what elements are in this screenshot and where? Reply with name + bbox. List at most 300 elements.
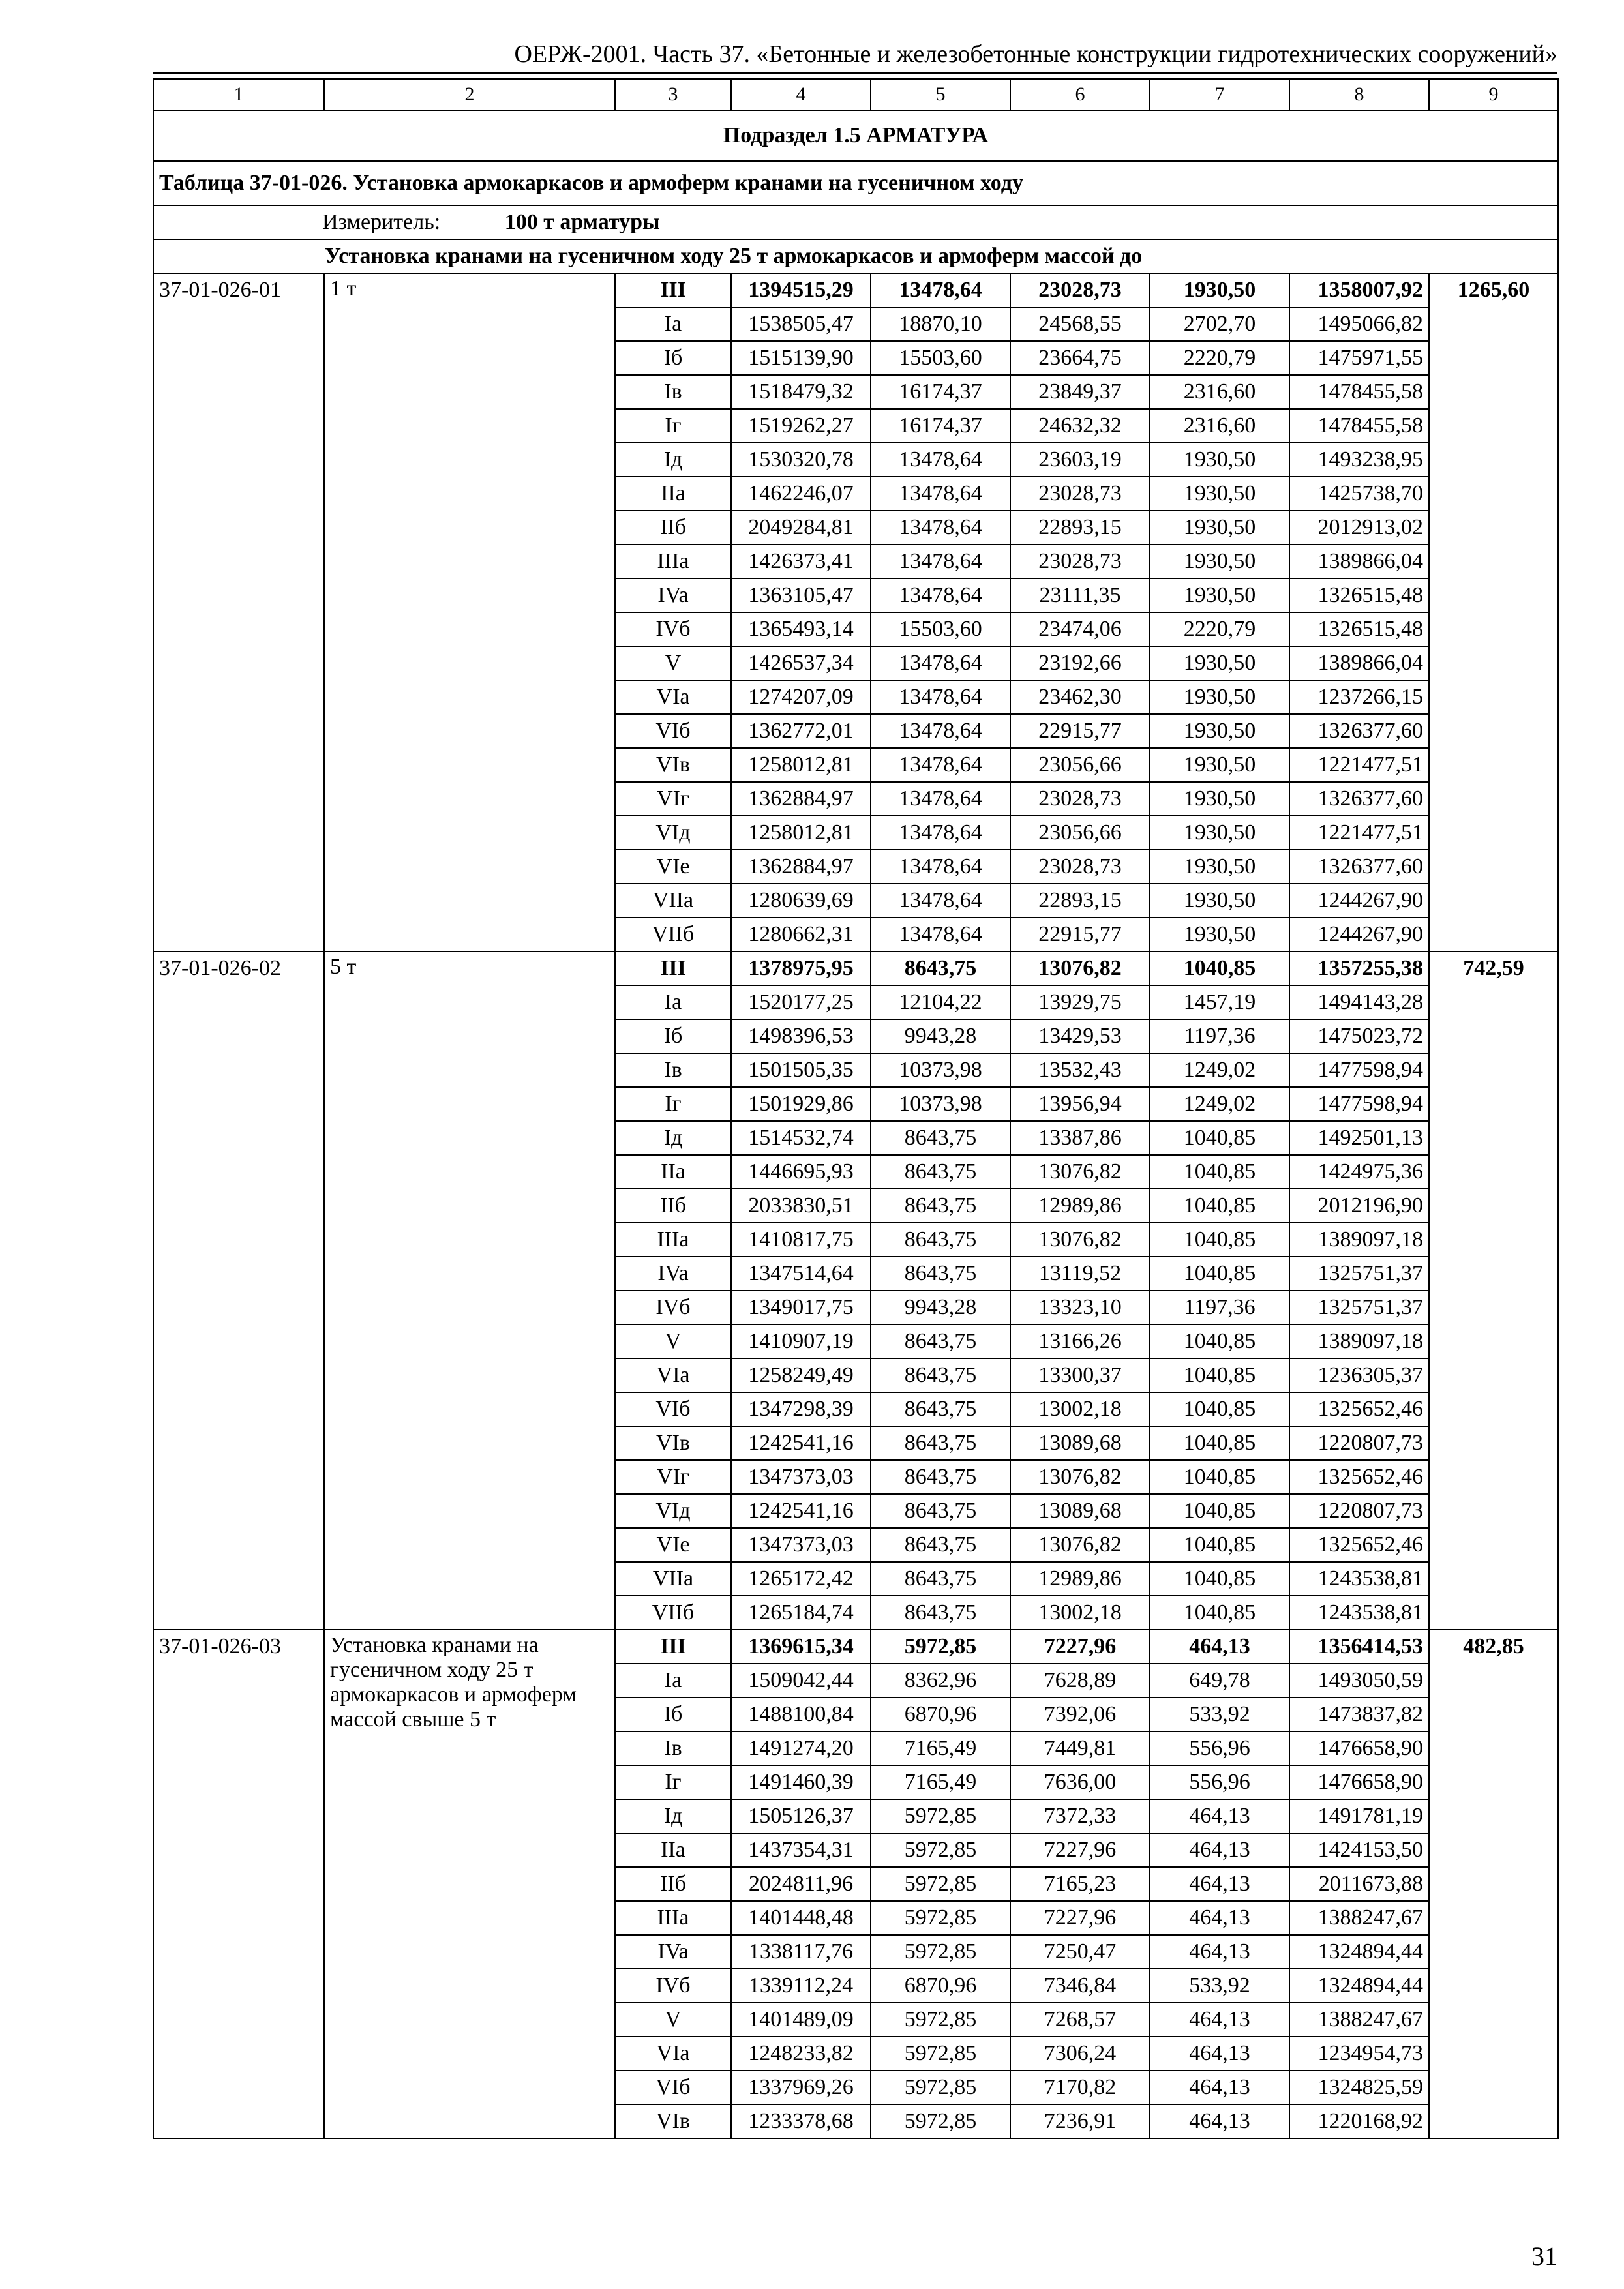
value-cell: 8643,75 <box>871 1562 1010 1596</box>
value-cell: 1477598,94 <box>1289 1087 1429 1121</box>
value-cell: 22893,15 <box>1010 884 1150 918</box>
value-cell: 1930,50 <box>1150 850 1289 884</box>
value-cell: 1324894,44 <box>1289 1969 1429 2003</box>
value-cell: 1242541,16 <box>731 1494 871 1528</box>
value-cell: 1326377,60 <box>1289 850 1429 884</box>
zone-cell: IIб <box>615 1867 731 1901</box>
value-cell: 1388247,67 <box>1289 2003 1429 2037</box>
value-cell: 22915,77 <box>1010 918 1150 951</box>
value-cell: 8643,75 <box>871 1324 1010 1358</box>
value-cell: 1475971,55 <box>1289 341 1429 375</box>
zone-cell: VIe <box>615 1528 731 1562</box>
zone-cell: IVб <box>615 1291 731 1324</box>
value-cell: 1473837,82 <box>1289 1698 1429 1731</box>
value-cell: 13089,68 <box>1010 1494 1150 1528</box>
value-cell: 2012196,90 <box>1289 1189 1429 1223</box>
value-cell: 7227,96 <box>1010 1630 1150 1664</box>
value-cell: 1040,85 <box>1150 1358 1289 1392</box>
value-cell: 8643,75 <box>871 1392 1010 1426</box>
zone-cell: V <box>615 646 731 680</box>
value-cell: 1339112,24 <box>731 1969 871 2003</box>
value-cell: 1325751,37 <box>1289 1257 1429 1291</box>
value-cell: 23474,06 <box>1010 612 1150 646</box>
value-cell: 1324825,59 <box>1289 2071 1429 2104</box>
value-cell: 1356414,53 <box>1289 1630 1429 1664</box>
value-cell: 1495066,82 <box>1289 307 1429 341</box>
value-cell: 464,13 <box>1150 1833 1289 1867</box>
unit-cell <box>153 205 1558 239</box>
value-cell: 464,13 <box>1150 1799 1289 1833</box>
value-cell: 5972,85 <box>871 1935 1010 1969</box>
subheading: Установка кранами на гусеничном ходу 25 т армокаркасов и армоферм массой до <box>153 239 1558 273</box>
value-cell: 13076,82 <box>1010 1223 1150 1257</box>
value-cell: 1369615,34 <box>731 1630 871 1664</box>
value-cell: 1930,50 <box>1150 884 1289 918</box>
zone-cell: VIд <box>615 816 731 850</box>
value-cell: 13478,64 <box>871 477 1010 511</box>
value-cell: 13478,64 <box>871 646 1010 680</box>
value-cell: 5972,85 <box>871 1799 1010 1833</box>
value-cell: 1243538,81 <box>1289 1562 1429 1596</box>
value-cell: 13387,86 <box>1010 1121 1150 1155</box>
value-cell: 1401448,48 <box>731 1901 871 1935</box>
value-cell: 7165,23 <box>1010 1867 1150 1901</box>
zone-cell: III <box>615 951 731 985</box>
value-cell: 8643,75 <box>871 1358 1010 1392</box>
value-cell: 1326515,48 <box>1289 578 1429 612</box>
value-cell: 12104,22 <box>871 985 1010 1019</box>
value-cell: 1326515,48 <box>1289 612 1429 646</box>
value-cell: 16174,37 <box>871 409 1010 443</box>
value-cell: 23849,37 <box>1010 375 1150 409</box>
value-cell: 1930,50 <box>1150 748 1289 782</box>
value-cell: 1040,85 <box>1150 1494 1289 1528</box>
value-cell: 1197,36 <box>1150 1291 1289 1324</box>
value-cell: 1280639,69 <box>731 884 871 918</box>
zone-cell: VIIa <box>615 884 731 918</box>
unit-row <box>153 205 1558 239</box>
zone-cell: VIe <box>615 850 731 884</box>
value-cell: 1347298,39 <box>731 1392 871 1426</box>
zone-cell: III <box>615 1630 731 1664</box>
rate-code: 37-01-026-02 <box>153 951 324 1630</box>
zone-cell: Ia <box>615 1664 731 1698</box>
value-cell: 1258249,49 <box>731 1358 871 1392</box>
value-cell: 1475023,72 <box>1289 1019 1429 1053</box>
value-cell: 13323,10 <box>1010 1291 1150 1324</box>
zone-cell: IIIa <box>615 1901 731 1935</box>
value-cell: 5972,85 <box>871 1901 1010 1935</box>
value-cell: 1514532,74 <box>731 1121 871 1155</box>
header-rule <box>153 72 1557 74</box>
value-cell: 1040,85 <box>1150 1223 1289 1257</box>
value-cell: 1930,50 <box>1150 714 1289 748</box>
value-cell: 1244267,90 <box>1289 918 1429 951</box>
zone-cell: Iб <box>615 341 731 375</box>
value-cell: 1425738,70 <box>1289 477 1429 511</box>
zone-cell: VIб <box>615 1392 731 1426</box>
unit-label: Измеритель: <box>322 210 441 234</box>
value-cell: 12989,86 <box>1010 1562 1150 1596</box>
value-cell: 13478,64 <box>871 511 1010 545</box>
value-cell: 1220168,92 <box>1289 2104 1429 2138</box>
value-cell: 1515139,90 <box>731 341 871 375</box>
column-number: 6 <box>1010 79 1150 110</box>
value-cell: 13076,82 <box>1010 1528 1150 1562</box>
rate-title: Установка кранами на гусеничном ходу 25 т армокаркасов и армоферм массой свыше 5 т <box>324 1630 615 2138</box>
value-cell: 1365493,14 <box>731 612 871 646</box>
value-cell: 1930,50 <box>1150 477 1289 511</box>
value-cell: 1930,50 <box>1150 511 1289 545</box>
zone-cell: IVб <box>615 1969 731 2003</box>
value-cell: 649,78 <box>1150 1664 1289 1698</box>
value-cell: 13076,82 <box>1010 1155 1150 1189</box>
value-cell: 13478,64 <box>871 578 1010 612</box>
table-row <box>153 1630 1558 1664</box>
zone-cell: VIв <box>615 748 731 782</box>
value-cell: 23028,73 <box>1010 273 1150 307</box>
value-cell: 23603,19 <box>1010 443 1150 477</box>
value-cell: 1519262,27 <box>731 409 871 443</box>
zone-cell: VIг <box>615 782 731 816</box>
subheading-row <box>153 239 1558 273</box>
value-cell: 1930,50 <box>1150 816 1289 850</box>
value-cell: 1389866,04 <box>1289 545 1429 578</box>
value-cell: 1462246,07 <box>731 477 871 511</box>
value-cell: 2316,60 <box>1150 375 1289 409</box>
value-cell: 464,13 <box>1150 1630 1289 1664</box>
value-cell: 1325751,37 <box>1289 1291 1429 1324</box>
value-cell: 13300,37 <box>1010 1358 1150 1392</box>
value-cell: 1040,85 <box>1150 1596 1289 1630</box>
value-cell: 15503,60 <box>871 341 1010 375</box>
value-cell: 1501929,86 <box>731 1087 871 1121</box>
zone-cell: VIв <box>615 2104 731 2138</box>
value-cell: 1347373,03 <box>731 1528 871 1562</box>
value-cell: 1197,36 <box>1150 1019 1289 1053</box>
value-cell: 13119,52 <box>1010 1257 1150 1291</box>
column-number: 7 <box>1150 79 1289 110</box>
value-cell: 1244267,90 <box>1289 884 1429 918</box>
value-cell: 464,13 <box>1150 1867 1289 1901</box>
value-cell: 7306,24 <box>1010 2037 1150 2071</box>
zone-cell: Iд <box>615 443 731 477</box>
value-cell: 1437354,31 <box>731 1833 871 1867</box>
value-cell: 1258012,81 <box>731 748 871 782</box>
value-cell: 1389097,18 <box>1289 1223 1429 1257</box>
value-cell: 1040,85 <box>1150 1460 1289 1494</box>
zone-cell: IVб <box>615 612 731 646</box>
table-row <box>153 273 1558 307</box>
value-cell: 1236305,37 <box>1289 1358 1429 1392</box>
value-cell: 1518479,32 <box>731 375 871 409</box>
value-cell: 6870,96 <box>871 1698 1010 1731</box>
value-cell: 1258012,81 <box>731 816 871 850</box>
value-cell: 13478,64 <box>871 273 1010 307</box>
value-cell: 6870,96 <box>871 1969 1010 2003</box>
value-cell: 464,13 <box>1150 2037 1289 2071</box>
value-cell: 7170,82 <box>1010 2071 1150 2104</box>
value-cell: 1324894,44 <box>1289 1935 1429 1969</box>
value-cell: 2220,79 <box>1150 341 1289 375</box>
value-cell: 464,13 <box>1150 1935 1289 1969</box>
unit-value: 100 т арматуры <box>504 210 660 234</box>
table-row <box>153 951 1558 985</box>
value-cell: 1389097,18 <box>1289 1324 1429 1358</box>
zone-cell: VIa <box>615 2037 731 2071</box>
value-cell: 1347514,64 <box>731 1257 871 1291</box>
value-cell: 7372,33 <box>1010 1799 1150 1833</box>
value-cell: 1040,85 <box>1150 951 1289 985</box>
value-cell: 556,96 <box>1150 1765 1289 1799</box>
zone-cell: IIб <box>615 511 731 545</box>
value-cell: 1493238,95 <box>1289 443 1429 477</box>
value-cell: 16174,37 <box>871 375 1010 409</box>
column-number: 3 <box>615 79 731 110</box>
value-cell: 13929,75 <box>1010 985 1150 1019</box>
zone-cell: Iб <box>615 1019 731 1053</box>
zone-cell: VIIб <box>615 918 731 951</box>
value-cell: 1446695,93 <box>731 1155 871 1189</box>
value-cell: 5972,85 <box>871 2104 1010 2138</box>
zone-cell: Iв <box>615 1731 731 1765</box>
value-cell: 8643,75 <box>871 1426 1010 1460</box>
value-cell: 13002,18 <box>1010 1596 1150 1630</box>
zone-cell: V <box>615 2003 731 2037</box>
value-cell: 1930,50 <box>1150 273 1289 307</box>
value-cell: 1498396,53 <box>731 1019 871 1053</box>
value-cell: 8643,75 <box>871 1257 1010 1291</box>
value-cell: 13478,64 <box>871 782 1010 816</box>
zone-cell: VIб <box>615 714 731 748</box>
value-cell: 1488100,84 <box>731 1698 871 1731</box>
value-cell: 1362884,97 <box>731 782 871 816</box>
value-cell: 7628,89 <box>1010 1664 1150 1698</box>
value-cell: 13532,43 <box>1010 1053 1150 1087</box>
zone-cell: Iб <box>615 1698 731 1731</box>
value-cell: 1501505,35 <box>731 1053 871 1087</box>
zone-cell: VIд <box>615 1494 731 1528</box>
value-cell: 23462,30 <box>1010 680 1150 714</box>
value-cell: 1040,85 <box>1150 1562 1289 1596</box>
value-cell: 7227,96 <box>1010 1901 1150 1935</box>
value-cell: 1930,50 <box>1150 545 1289 578</box>
zone-cell: III <box>615 273 731 307</box>
table-title-row <box>153 161 1558 205</box>
value-cell: 10373,98 <box>871 1087 1010 1121</box>
value-cell: 22893,15 <box>1010 511 1150 545</box>
value-cell: 2024811,96 <box>731 1867 871 1901</box>
value-cell: 7227,96 <box>1010 1833 1150 1867</box>
value-cell: 18870,10 <box>871 307 1010 341</box>
value-cell: 13002,18 <box>1010 1392 1150 1426</box>
value-cell: 2316,60 <box>1150 409 1289 443</box>
value-cell: 13429,53 <box>1010 1019 1150 1053</box>
value-cell: 12989,86 <box>1010 1189 1150 1223</box>
value-cell: 1494143,28 <box>1289 985 1429 1019</box>
zone-cell: IIa <box>615 1155 731 1189</box>
value-cell: 7346,84 <box>1010 1969 1150 2003</box>
value-cell: 13076,82 <box>1010 1460 1150 1494</box>
value-cell: 2702,70 <box>1150 307 1289 341</box>
value-cell: 1426537,34 <box>731 646 871 680</box>
value-cell: 1530320,78 <box>731 443 871 477</box>
column-number-row <box>153 79 1558 110</box>
value-cell: 1040,85 <box>1150 1528 1289 1562</box>
value-cell: 1538505,47 <box>731 307 871 341</box>
zone-cell: Iв <box>615 1053 731 1087</box>
value-cell: 13089,68 <box>1010 1426 1150 1460</box>
value-cell: 8643,75 <box>871 1121 1010 1155</box>
zone-cell: VIa <box>615 1358 731 1392</box>
value-cell: 1520177,25 <box>731 985 871 1019</box>
value-cell: 1401489,09 <box>731 2003 871 2037</box>
value-cell: 7392,06 <box>1010 1698 1150 1731</box>
value-cell: 7165,49 <box>871 1765 1010 1799</box>
value-cell: 1338117,76 <box>731 1935 871 1969</box>
value-cell: 1249,02 <box>1150 1053 1289 1087</box>
value-cell: 1389866,04 <box>1289 646 1429 680</box>
value-cell: 13478,64 <box>871 748 1010 782</box>
value-cell: 464,13 <box>1150 2071 1289 2104</box>
value-cell: 8643,75 <box>871 1494 1010 1528</box>
zone-cell: Iг <box>615 1087 731 1121</box>
value-cell: 13478,64 <box>871 850 1010 884</box>
value-cell: 22915,77 <box>1010 714 1150 748</box>
value-cell: 8643,75 <box>871 1460 1010 1494</box>
value-cell: 7636,00 <box>1010 1765 1150 1799</box>
zone-cell: VIIa <box>615 1562 731 1596</box>
value-cell: 8362,96 <box>871 1664 1010 1698</box>
value-cell: 1491781,19 <box>1289 1799 1429 1833</box>
column-number: 8 <box>1289 79 1429 110</box>
value-cell: 1248233,82 <box>731 2037 871 2071</box>
value-cell: 1237266,15 <box>1289 680 1429 714</box>
value-cell: 1930,50 <box>1150 782 1289 816</box>
value-cell: 13478,64 <box>871 545 1010 578</box>
value-cell: 13478,64 <box>871 884 1010 918</box>
value-cell: 1930,50 <box>1150 918 1289 951</box>
value-cell: 1477598,94 <box>1289 1053 1429 1087</box>
value-cell: 8643,75 <box>871 1596 1010 1630</box>
value-cell: 23056,66 <box>1010 748 1150 782</box>
labor-rate: 742,59 <box>1429 951 1558 1630</box>
value-cell: 1476658,90 <box>1289 1731 1429 1765</box>
zone-cell: V <box>615 1324 731 1358</box>
value-cell: 1358007,92 <box>1289 273 1429 307</box>
value-cell: 1930,50 <box>1150 443 1289 477</box>
value-cell: 1234954,73 <box>1289 2037 1429 2071</box>
value-cell: 8643,75 <box>871 951 1010 985</box>
value-cell: 5972,85 <box>871 1833 1010 1867</box>
zone-cell: IIIa <box>615 545 731 578</box>
value-cell: 1424153,50 <box>1289 1833 1429 1867</box>
value-cell: 13478,64 <box>871 918 1010 951</box>
value-cell: 2033830,51 <box>731 1189 871 1223</box>
zone-cell: Iг <box>615 409 731 443</box>
value-cell: 1243538,81 <box>1289 1596 1429 1630</box>
value-cell: 1040,85 <box>1150 1392 1289 1426</box>
value-cell: 7449,81 <box>1010 1731 1150 1765</box>
rate-title: 5 т <box>324 951 615 1630</box>
value-cell: 23111,35 <box>1010 578 1150 612</box>
value-cell: 1274207,09 <box>731 680 871 714</box>
value-cell: 1426373,41 <box>731 545 871 578</box>
value-cell: 1326377,60 <box>1289 714 1429 748</box>
page-header: ОЕРЖ-2001. Часть 37. «Бетонные и железобетонные конструкции гидротехнических сооружений» <box>514 40 1557 68</box>
zone-cell: VIг <box>615 1460 731 1494</box>
value-cell: 5972,85 <box>871 2071 1010 2104</box>
rate-title: 1 т <box>324 273 615 951</box>
value-cell: 1357255,38 <box>1289 951 1429 985</box>
value-cell: 464,13 <box>1150 2104 1289 2138</box>
zone-cell: Iв <box>615 375 731 409</box>
value-cell: 5972,85 <box>871 2037 1010 2071</box>
value-cell: 7165,49 <box>871 1731 1010 1765</box>
value-cell: 1265184,74 <box>731 1596 871 1630</box>
value-cell: 2011673,88 <box>1289 1867 1429 1901</box>
value-cell: 556,96 <box>1150 1731 1289 1765</box>
rate-code: 37-01-026-03 <box>153 1630 324 2138</box>
value-cell: 1362884,97 <box>731 850 871 884</box>
zone-cell: IIa <box>615 1833 731 1867</box>
value-cell: 1249,02 <box>1150 1087 1289 1121</box>
value-cell: 1491274,20 <box>731 1731 871 1765</box>
value-cell: 9943,28 <box>871 1019 1010 1053</box>
value-cell: 1410907,19 <box>731 1324 871 1358</box>
value-cell: 1476658,90 <box>1289 1765 1429 1799</box>
table-title: Таблица 37-01-026. Установка армокаркасов и армоферм кранами на гусеничном ходу <box>153 161 1558 205</box>
value-cell: 1326377,60 <box>1289 782 1429 816</box>
value-cell: 1325652,46 <box>1289 1460 1429 1494</box>
value-cell: 8643,75 <box>871 1189 1010 1223</box>
value-cell: 13478,64 <box>871 443 1010 477</box>
value-cell: 23028,73 <box>1010 545 1150 578</box>
value-cell: 533,92 <box>1150 1698 1289 1731</box>
value-cell: 464,13 <box>1150 2003 1289 2037</box>
value-cell: 23192,66 <box>1010 646 1150 680</box>
value-cell: 23056,66 <box>1010 816 1150 850</box>
value-cell: 8643,75 <box>871 1155 1010 1189</box>
value-cell: 8643,75 <box>871 1223 1010 1257</box>
value-cell: 1221477,51 <box>1289 748 1429 782</box>
column-number: 5 <box>871 79 1010 110</box>
zone-cell: VIa <box>615 680 731 714</box>
value-cell: 1040,85 <box>1150 1257 1289 1291</box>
rate-code: 37-01-026-01 <box>153 273 324 951</box>
value-cell: 1242541,16 <box>731 1426 871 1460</box>
rates-table <box>153 78 1559 2139</box>
value-cell: 1221477,51 <box>1289 816 1429 850</box>
value-cell: 13478,64 <box>871 816 1010 850</box>
value-cell: 1280662,31 <box>731 918 871 951</box>
value-cell: 1040,85 <box>1150 1121 1289 1155</box>
column-number: 2 <box>324 79 615 110</box>
zone-cell: VIв <box>615 1426 731 1460</box>
value-cell: 15503,60 <box>871 612 1010 646</box>
value-cell: 9943,28 <box>871 1291 1010 1324</box>
zone-cell: Iд <box>615 1121 731 1155</box>
value-cell: 8643,75 <box>871 1528 1010 1562</box>
value-cell: 13478,64 <box>871 714 1010 748</box>
value-cell: 5972,85 <box>871 1867 1010 1901</box>
value-cell: 1478455,58 <box>1289 375 1429 409</box>
value-cell: 1040,85 <box>1150 1155 1289 1189</box>
section-title: Подраздел 1.5 АРМАТУРА <box>153 110 1558 161</box>
value-cell: 1491460,39 <box>731 1765 871 1799</box>
value-cell: 533,92 <box>1150 1969 1289 2003</box>
zone-cell: Iг <box>615 1765 731 1799</box>
